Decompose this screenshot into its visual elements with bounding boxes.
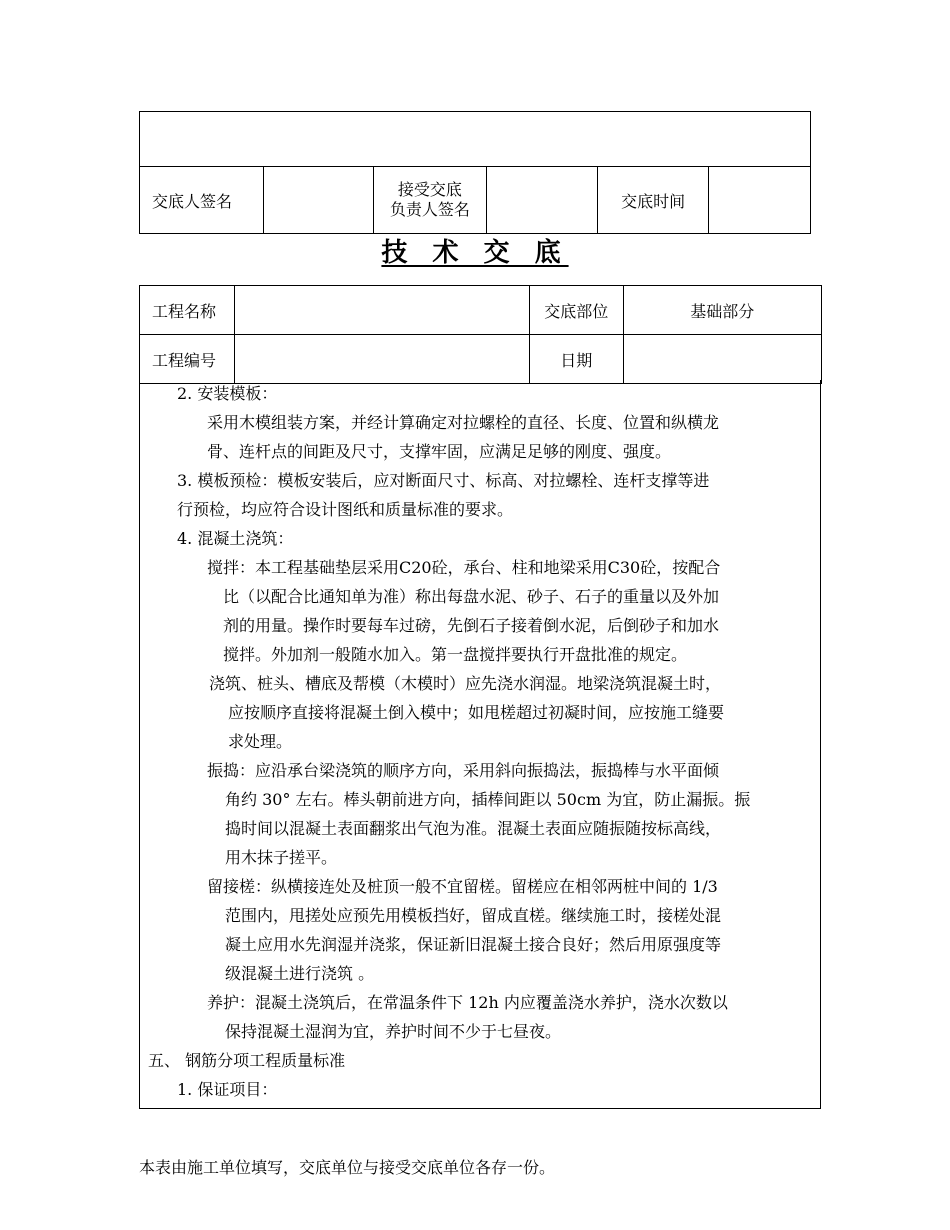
project-no-value <box>234 335 529 384</box>
body-line: 用木抹子搓平。 <box>225 848 338 867</box>
date-value <box>623 335 821 384</box>
body-line: 级混凝土进行浇筑 。 <box>225 964 375 983</box>
footer-note: 本表由施工单位填写，交底单位与接受交底单位各存一份。 <box>139 1158 556 1177</box>
body-line: 养护：混凝土浇筑后，在常温条件下 12h 内应覆盖浇水养护，浇水次数以 <box>207 993 728 1012</box>
time-label: 交底时间 <box>598 167 708 234</box>
body-line: 采用木模组装方案，并经计算确定对拉螺栓的直径、长度、位置和纵横龙 <box>207 413 720 432</box>
body-line: 4. 混凝土浇筑： <box>177 529 294 548</box>
content-box <box>139 380 821 1109</box>
receiver-label-line2: 负责人签名 <box>389 200 470 219</box>
body-line: 范围内，甩搓处应预先用模板挡好，留成直槎。继续施工时，接槎处混 <box>225 906 722 925</box>
body-line: 行预检，均应符合设计图纸和质量标准的要求。 <box>177 500 514 519</box>
body-line: 比（以配合比通知单为准）称出每盘水泥、砂子、石子的重量以及外加 <box>223 587 720 606</box>
body-line: 应按顺序直接将混凝土倒入模中；如甩槎超过初凝时间，应按施工缝要 <box>228 703 725 722</box>
body-line: 凝土应用水先润湿并浇浆，保证新旧混凝土接合良好；然后用原强度等 <box>225 935 722 954</box>
body-line: 2. 安装模板： <box>177 384 278 403</box>
project-no-label: 工程编号 <box>140 335 235 384</box>
body-line: 剂的用量。操作时要每车过磅，先倒石子接着倒水泥，后倒砂子和加水 <box>223 616 720 635</box>
body-line: 留接槎：纵横接连处及桩顶一般不宜留槎。留槎应在相邻两桩中间的 1/3 <box>207 877 718 896</box>
part-value: 基础部分 <box>623 286 821 335</box>
time-value-cell <box>708 167 810 234</box>
body-line: 保持混凝土湿润为宜，养护时间不少于七昼夜。 <box>225 1022 562 1041</box>
receiver-signature-cell <box>486 167 598 234</box>
body-line: 振捣：应沿承台梁浇筑的顺序方向，采用斜向振捣法，振捣棒与水平面倾 <box>207 761 720 780</box>
receiver-label <box>374 167 486 234</box>
body-line: 搅拌：本工程基础垫层采用C20砼，承台、柱和地梁采用C30砼，按配合 <box>207 558 721 577</box>
deliverer-label: 交底人签名 <box>140 167 264 234</box>
body-line: 骨、连杆点的间距及尺寸，支撑牢固，应满足足够的刚度、强度。 <box>207 442 672 461</box>
body-line: 浇筑、桩头、槽底及帮模（木模时）应先浇水润湿。地梁浇筑混凝土时， <box>209 674 722 693</box>
page-title: 技 术 交 底 <box>381 238 569 268</box>
deliverer-signature-cell <box>264 167 374 234</box>
receiver-label-line1: 接受交底 <box>397 180 462 199</box>
body-line: 角约 30° 左右。棒头朝前进方向，插棒间距以 50cm 为宜，防止漏振。振 <box>225 790 751 809</box>
body-line: 求处理。 <box>228 732 293 751</box>
body-line: 1. 保证项目： <box>177 1080 278 1099</box>
body-line: 捣时间以混凝土表面翻浆出气泡为准。混凝土表面应随振随按标高线， <box>225 819 722 838</box>
signature-table <box>139 111 811 234</box>
project-name-label: 工程名称 <box>140 286 235 335</box>
info-table <box>139 285 822 384</box>
blank-row <box>140 112 811 167</box>
part-label: 交底部位 <box>529 286 623 335</box>
body-line: 3. 模板预检：模板安装后，应对断面尺寸、标高、对拉螺栓、连杆支撑等进 <box>177 471 710 490</box>
date-label: 日期 <box>529 335 623 384</box>
project-name-value <box>234 286 529 335</box>
section-heading: 五、 钢筋分项工程质量标准 <box>148 1051 346 1070</box>
body-line: 搅拌。外加剂一般随水加入。第一盘搅拌要执行开盘批准的规定。 <box>223 645 688 664</box>
